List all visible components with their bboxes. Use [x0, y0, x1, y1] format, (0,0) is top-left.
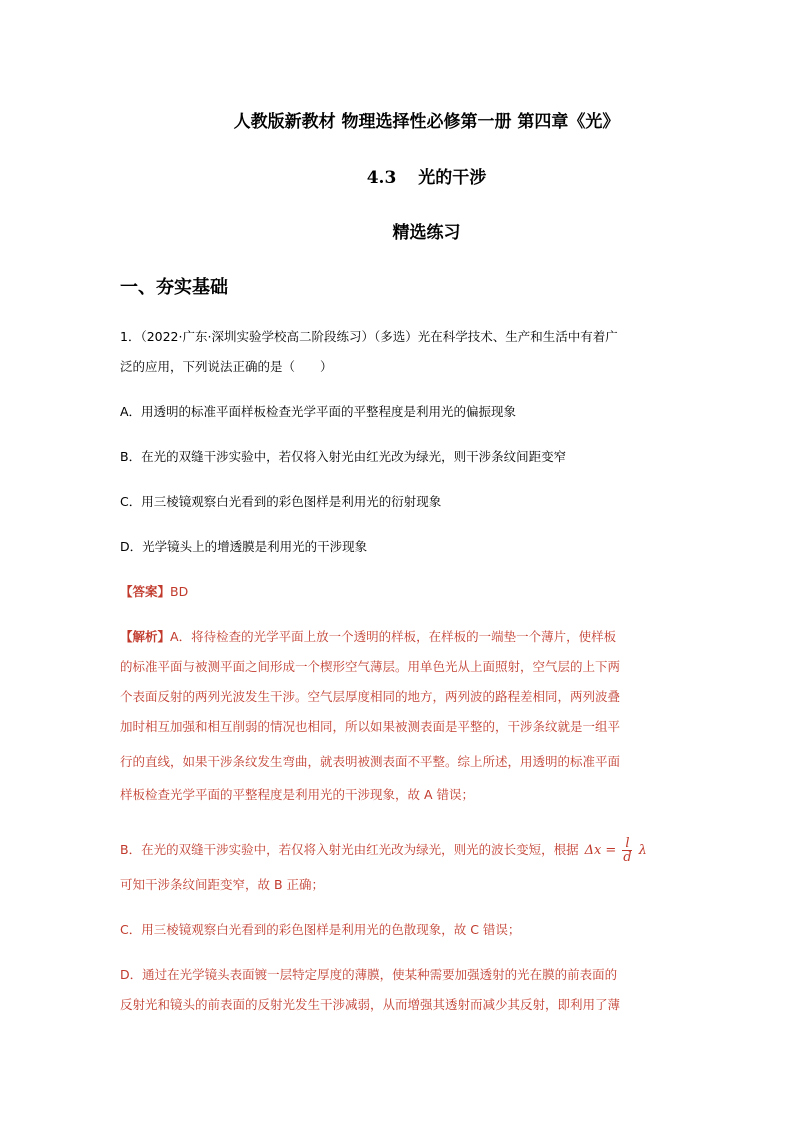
analysis-a-text-1: A．将待检查的光学平面上放一个透明的样板，在样板的一端垫一个薄片，使样板 [170, 629, 617, 644]
option-b: B．在光的双缝干涉实验中，若仅将入射光由红光改为绿光，则干涉条纹间距变窄 [120, 449, 567, 464]
formula-numerator: l [625, 836, 630, 851]
document-subtitle: 精选练习 [392, 223, 461, 243]
analysis-a-line-2: 的标准平面与被测平面之间形成一个楔形空气薄层。用单色光从上面照射，空气层的上下两 [120, 659, 621, 674]
answer-line [120, 582, 188, 602]
formula-rhs: λ [638, 843, 647, 858]
question-stem-line-2: 泛的应用，下列说法正确的是（ ） [120, 359, 333, 374]
analysis-b-line-1 [120, 837, 647, 864]
section-title: 光的干涉 [418, 168, 487, 188]
analysis-d-line-2: 反射光和镜头的前表面的反射光发生干涉减弱，从而增强其透射而减少其反射，即利用了薄 [120, 997, 621, 1012]
answer-label: 【答案】 [120, 584, 171, 599]
question-stem-line-1: 1．（2022·广东·深圳实验学校高二阶段练习）（多选）光在科学技术、生产和生活中有着广 [120, 329, 618, 344]
part-heading: 一、夯实基础 [120, 277, 228, 298]
fringe-spacing-formula [585, 837, 647, 864]
analysis-d-line-1: D．通过在光学镜头表面镀一层特定厚度的薄膜，使某种需要加强透射的光在膜的前表面的 [120, 967, 618, 982]
analysis-b-line-2: 可知干涉条纹间距变窄，故 B 正确； [120, 877, 325, 892]
analysis-a-line-3: 个表面反射的两列光波发生干涉。空气层厚度相同的地方，两列波的路程差相同，两列波叠 [120, 689, 621, 704]
analysis-a-line-5: 行的直线，如果干涉条纹发生弯曲，就表明被测表面不平整。综上所述，用透明的标准平面 [120, 754, 621, 769]
analysis-a-line-4: 加时相互加强和相互削弱的情况也相同，所以如果被测表面是平整的，干涉条纹就是一组平 [120, 719, 621, 734]
analysis-a-line-6: 样板检查光学平面的平整程度是利用光的干涉现象，故 A 错误； [120, 787, 474, 802]
formula-lhs: Δx = [584, 843, 617, 858]
section-heading [30, 163, 793, 188]
document-title: 人教版新教材 物理选择性必修第一册 第四章《光》 [233, 112, 620, 132]
formula-fraction [622, 837, 632, 864]
analysis-label: 【解析】 [120, 629, 171, 644]
analysis-a-line-1 [120, 627, 616, 647]
option-c: C．用三棱镜观察白光看到的彩色图样是利用光的衍射现象 [120, 494, 442, 509]
answer-value: BD [170, 584, 189, 599]
option-d: D．光学镜头上的增透膜是利用光的干涉现象 [120, 539, 368, 554]
analysis-c-line: C．用三棱镜观察白光看到的彩色图样是利用光的色散现象，故 C 错误； [120, 922, 521, 937]
formula-denominator: d [623, 850, 632, 865]
analysis-b-text-1: B．在光的双缝干涉实验中，若仅将入射光由红光改为绿光，则光的波长变短，根据 [120, 842, 579, 857]
option-a: A．用透明的标准平面样板检查光学平面的平整程度是利用光的偏振现象 [120, 404, 517, 419]
section-number: 4.3 [366, 168, 397, 188]
